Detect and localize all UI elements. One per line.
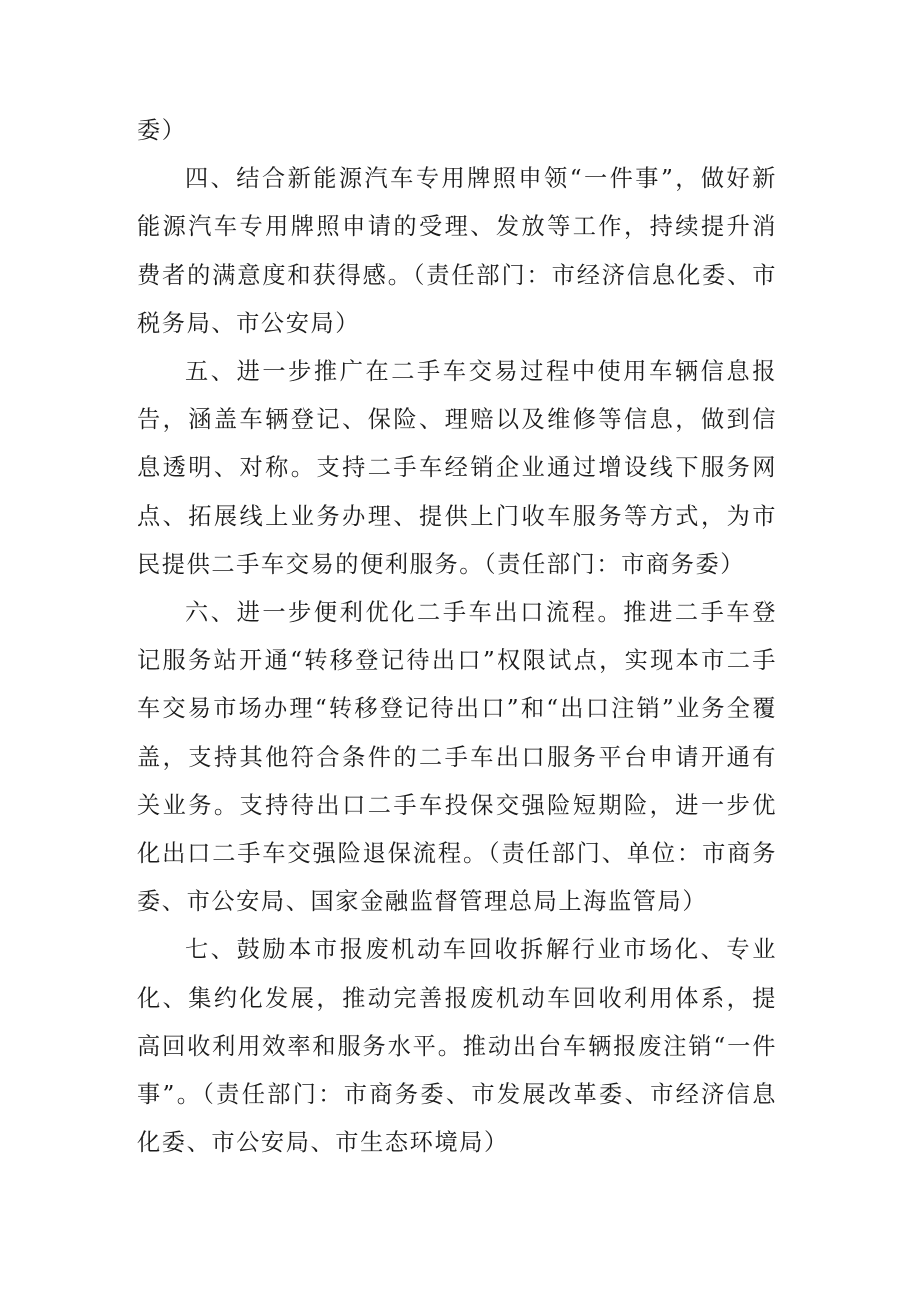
paragraph-item-5: 五、进一步推广在二手车交易过程中使用车辆信息报告，涵盖车辆登记、保险、理赔以及维修等信息，做到信息透明、对称。支持二手车经销企业通过增设线下服务网点、拓展线上业务办理、提供上门收车服务等方式，为市民提供二手车交易的便利服务。（责任部门：市商务委）: [137, 358, 777, 578]
document-page: [137, 107, 777, 1167]
paragraph-item-7: 七、鼓励本市报废机动车回收拆解行业市场化、专业化、集约化发展，推动完善报废机动车回收利用体系，提高回收利用效率和服务水平。推动出台车辆报废注销“一件事”。（责任部门：市商务委、市发展改革委、市经济信息化委、市公安局、市生态环境局）: [137, 936, 777, 1157]
paragraph-item-4: 四、结合新能源汽车专用牌照申领“一件事”，做好新能源汽车专用牌照申请的受理、发放等工作，持续提升消费者的满意度和获得感。（责任部门：市经济信息化委、市税务局、市公安局）: [137, 165, 777, 337]
paragraph-continuation: 委）: [137, 117, 187, 144]
paragraph-item-6: 六、进一步便利优化二手车出口流程。推进二手车登记服务站开通“转移登记待出口”权限试点，实现本市二手车交易市场办理“转移登记待出口”和“出口注销”业务全覆盖，支持其他符合条件的二手车出口服务平台申请开通有关业务。支持待出口二手车投保交强险短期险，进一步优化出口二手车交强险退保流程。（责任部门、单位：市商务委、市公安局、国家金融监督管理总局上海监管局）: [137, 599, 777, 916]
